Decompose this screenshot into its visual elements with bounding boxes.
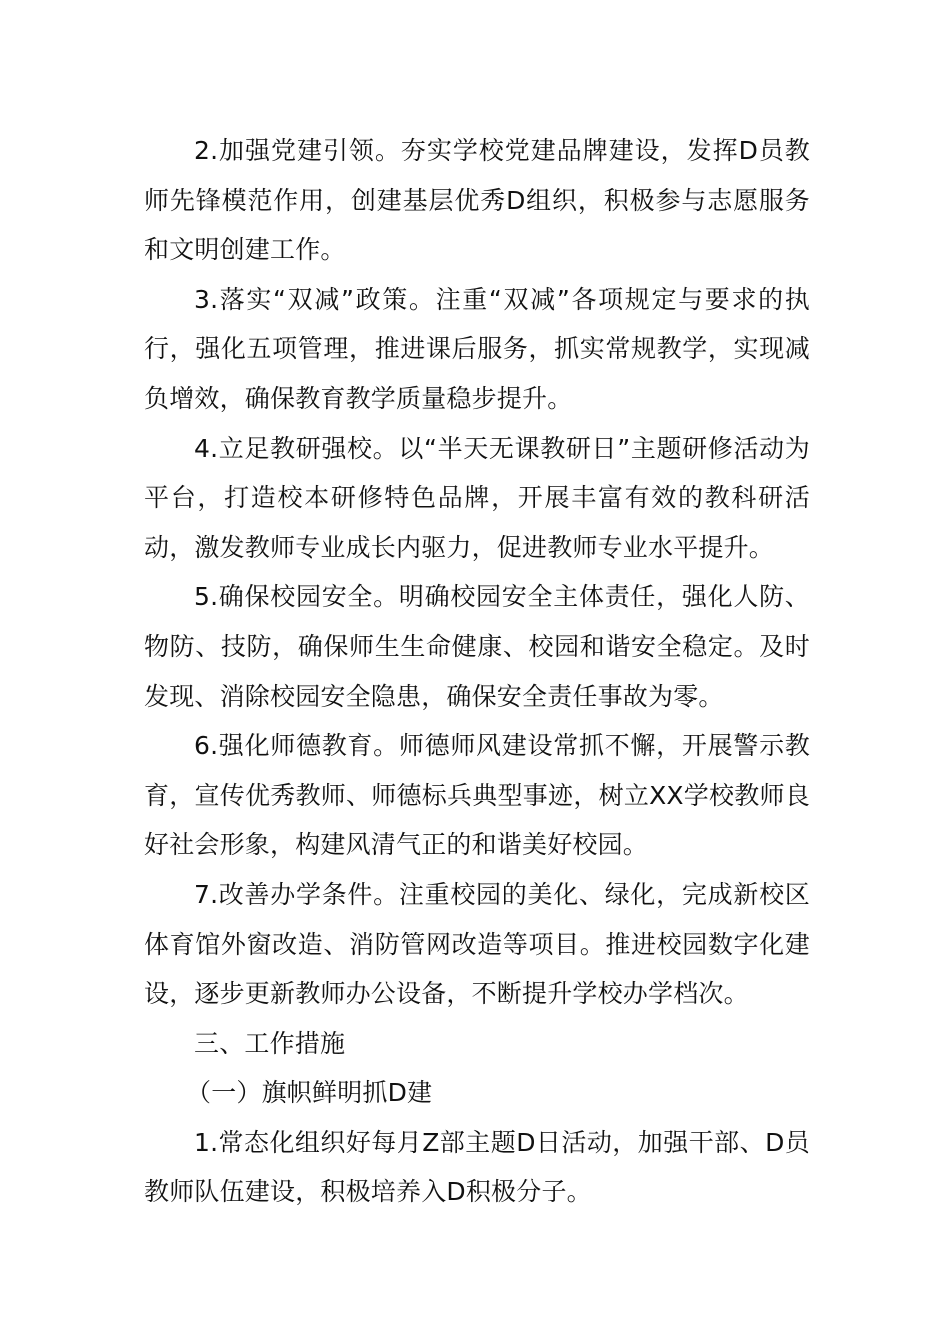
document-body (144, 126, 810, 1217)
section-heading: 三、工作措施 (194, 1028, 346, 1058)
paragraph-monthly-activity: 1.常态化组织好每月Z部主题D日活动，加强干部、D员教师队伍建设，积极培养入D积极分子。 (144, 1127, 810, 1207)
paragraph-party-building: 2.加强党建引领。夯实学校党建品牌建设，发挥D员教师先锋模范作用，创建基层优秀D组织，积极参与志愿服务和文明创建工作。 (144, 136, 810, 265)
paragraph-school-conditions: 7.改善办学条件。注重校园的美化、绿化，完成新校区体育馆外窗改造、消防管网改造等项目。推进校园数字化建设，逐步更新教师办公设备，不断提升学校办学档次。 (144, 879, 810, 1009)
paragraph-teacher-ethics: 6.强化师德教育。师德师风建设常抓不懈，开展警示教育，宣传优秀教师、师德标兵典型事迹，树立XX学校教师良好社会形象，构建风清气正的和谐美好校园。 (144, 731, 810, 860)
paragraph-teaching-research: 4.立足教研强校。以“半天无课教研日”主题研修活动为平台，打造校本研修特色品牌，开展丰富有效的教科研活动，激发教师专业成长内驱力，促进教师专业水平提升。 (144, 433, 810, 562)
paragraph-double-reduction: 3.落实“双减”政策。注重“双减”各项规定与要求的执行，强化五项管理，推进课后服务，抓实常规教学，实现减负增效，确保教育教学质量稳步提升。 (144, 284, 810, 413)
subsection-heading: （一）旗帜鲜明抓D建 (186, 1078, 433, 1108)
paragraph-campus-safety: 5.确保校园安全。明确校园安全主体责任，强化人防、物防、技防，确保师生生命健康、校园和谐安全稳定。及时发现、消除校园安全隐患，确保安全责任事故为零。 (144, 582, 810, 711)
